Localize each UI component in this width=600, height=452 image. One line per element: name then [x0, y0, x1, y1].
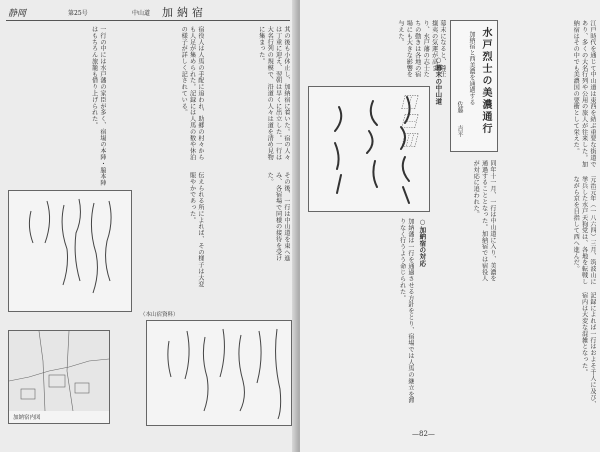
map-caption: 加納宿内図	[13, 415, 41, 421]
text-column: 伝えられる所によれば、その様子は大変賑やかであった。	[188, 172, 204, 288]
text-column: 江戸時代を通じて中山道は東西を結ぶ重要な街道であり、多くの大名行列や公用の旅人が往来した。加納宿はその中でも美濃国の要衝として栄えた。	[572, 20, 596, 168]
handwritten-document-image	[8, 190, 132, 312]
article-title-box	[450, 20, 498, 152]
text-column: 元治元年（一八六四）三月、筑波山に挙兵した水戸天狗党は、各地を転戦しながら京を目指して西へ進んだ。	[572, 176, 596, 285]
text-column: 記録によれば一行はおよそ千人に及び、宿内は大変な混雑となった。	[580, 292, 596, 408]
image-caption: （本山宿資料）	[140, 312, 179, 318]
calligraphy-image	[308, 86, 430, 212]
header-title: 加納宿	[162, 6, 207, 19]
author-label: 佐藤	[456, 101, 463, 114]
map-image	[8, 330, 110, 424]
header-issue: 第25号	[68, 10, 88, 17]
calligraphy-icon	[9, 191, 131, 311]
right-page	[300, 0, 600, 452]
author-name: 吉平	[456, 125, 463, 138]
header-route: 中山道	[132, 10, 151, 17]
text-column: 其の後も小休止し、加納宿に着いた。宿の人々は丁重に迎え、翌朝は早くに出立した。一行は大名行列の規模で、沿道の人々は道を清め見物に集まった。	[257, 26, 290, 161]
text-column: 同年十一月、一行は中山道に入り、美濃を通過することとなった。加納宿では宿役人が対応に追われた。	[472, 160, 496, 282]
text-column: 宿役人は人馬の手配に追われ、助郷の村々からも人足が集められた。記録には人馬の数や休泊の様子が詳しく記されている。	[180, 26, 204, 161]
text-column: 幕末になると、尊王攘夷の気運が高まり、水戸藩の志士たちの動きは各地の宿場にも大きな影響を与えた。	[396, 20, 446, 78]
article-title: 水戸烈士の美濃通行	[480, 27, 491, 135]
article-subtitle: 加納宿と西美濃を通過する	[468, 31, 475, 106]
section-heading: ○加納宿の対応	[418, 218, 427, 267]
left-page	[0, 0, 298, 452]
header-rule	[6, 20, 290, 21]
text-column: 一行の中には水戸藩の家臣が多く、宿場の本陣・脇本陣はもちろん旅籠も借り上げられた。	[90, 26, 106, 186]
header-logo: 静岡	[8, 9, 27, 19]
calligraphy-icon	[147, 321, 291, 425]
handwritten-letter-image	[146, 320, 292, 426]
section-heading: ○幕末の中山道	[434, 56, 443, 105]
page-number: —82—	[412, 430, 435, 438]
map-icon	[9, 331, 109, 411]
text-column: 加納藩は一行を通過させる方針をとり、宿場では人馬の継立を滞りなく行うよう命じられた。	[398, 218, 414, 404]
text-column: その後、一行は中山道を東へ進み、各宿場で同様の接待を受けた。	[266, 172, 290, 262]
calligraphy-icon: ⿰⿱⿲	[399, 95, 417, 152]
